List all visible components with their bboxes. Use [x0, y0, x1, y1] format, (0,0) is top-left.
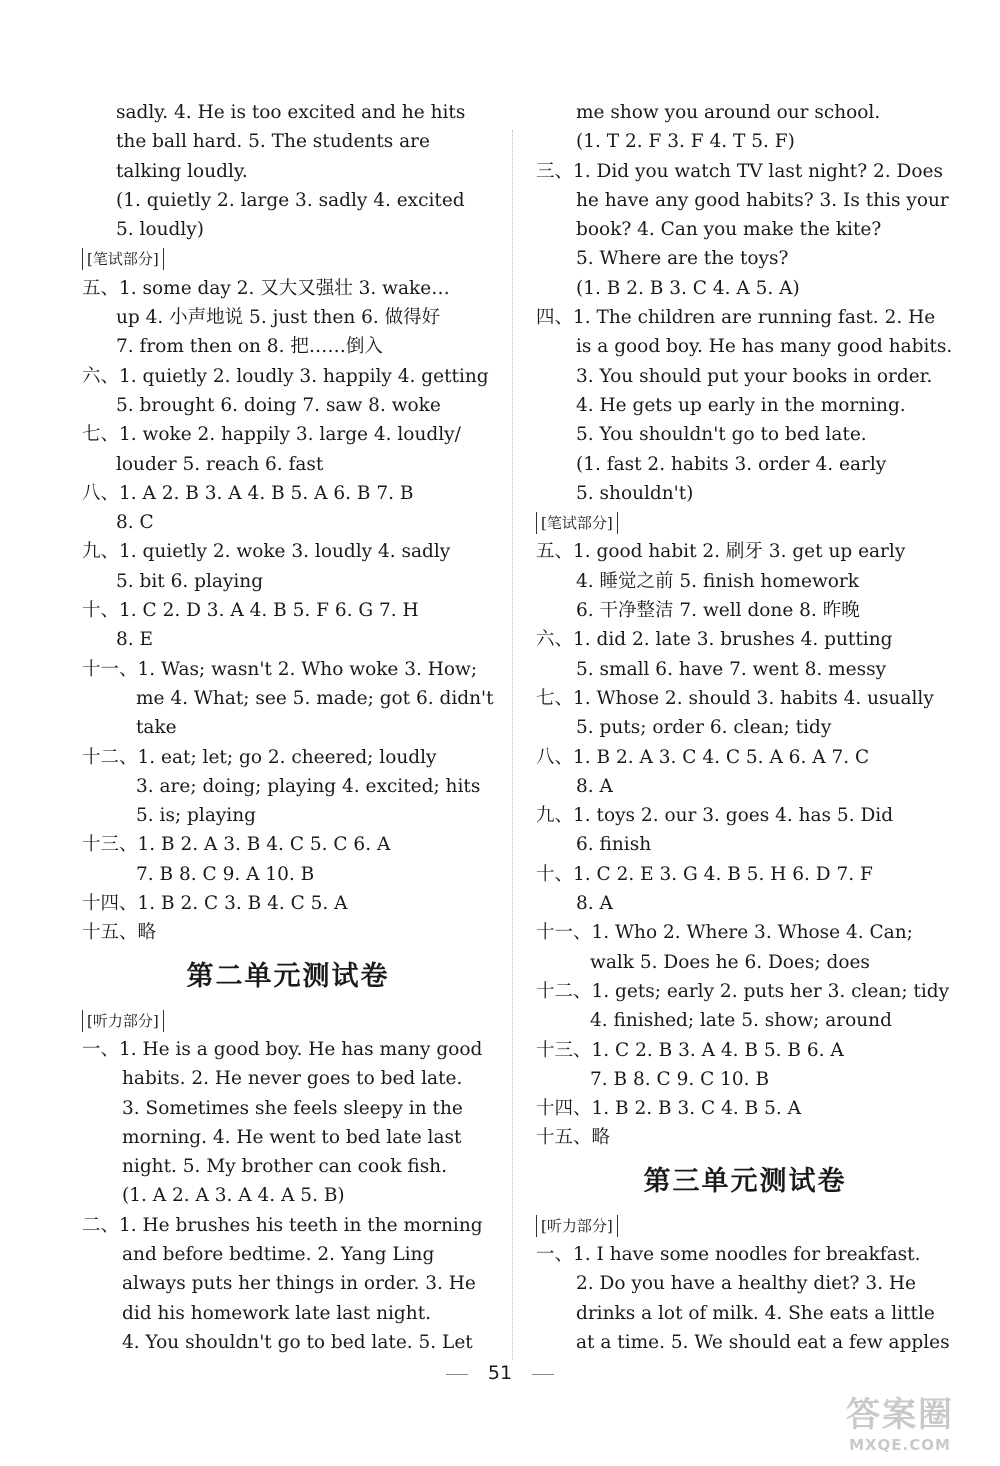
section-tag [536, 1211, 954, 1240]
answer-line: 6. 干净整洁 7. well done 8. 昨晚 [576, 600, 860, 622]
answer-line: drinks a lot of milk. 4. She eats a little [576, 1302, 935, 1324]
answer-line: 一、1. I have some noodles for breakfast. [536, 1243, 921, 1265]
answer-line: 十三、1. B 2. A 3. B 4. C 5. C 6. A [82, 834, 391, 856]
answer-line: 5. brought 6. doing 7. saw 8. woke [116, 394, 441, 416]
answer-line: up 4. 小声地说 5. just then 6. 做得好 [116, 307, 441, 329]
answer-line: 8. A [576, 893, 613, 915]
answer-line: 十四、1. B 2. C 3. B 4. C 5. A [82, 893, 348, 915]
answer-line: the ball hard. 5. The students are [116, 131, 430, 153]
answer-line: 7. B 8. C 9. A 10. B [136, 863, 315, 885]
answer-line: 四、1. The children are running fast. 2. He [536, 307, 936, 329]
answer-line: 三、1. Did you watch TV last night? 2. Does [536, 160, 943, 182]
left-column [82, 98, 494, 1357]
section-tag [82, 244, 494, 273]
page-number: 51 [470, 1362, 530, 1384]
section-title: 第三单元测试卷 [643, 1165, 847, 1197]
watermark-url: MXQE.COM [849, 1436, 951, 1454]
answer-line: 5. loudly) [116, 219, 204, 241]
section-tag-label: [听力部分] [82, 1010, 164, 1032]
answer-line: louder 5. reach 6. fast [116, 453, 324, 475]
section-tag-label: [笔试部分] [82, 248, 164, 270]
answer-line: (1. A 2. A 3. A 4. A 5. B) [122, 1185, 345, 1207]
answer-line: 3. Sometimes she feels sleepy in the [122, 1097, 463, 1119]
answer-line: 5. bit 6. playing [116, 570, 264, 592]
answer-line: 八、1. B 2. A 3. C 4. C 5. A 6. A 7. C [536, 746, 870, 768]
answer-line: night. 5. My brother can cook fish. [122, 1156, 447, 1178]
answer-line: (1. quietly 2. large 3. sadly 4. excited [116, 189, 465, 211]
answer-line: 8. E [116, 629, 154, 651]
answer-line: 十一、1. Who 2. Where 3. Whose 4. Can; [536, 922, 913, 944]
answer-line: 5. You shouldn't go to bed late. [576, 424, 867, 446]
answer-line: talking loudly. [116, 160, 248, 182]
answer-line: did his homework late last night. [122, 1302, 432, 1324]
answer-line: habits. 2. He never goes to bed late. [122, 1068, 463, 1090]
answer-line: 十、1. C 2. E 3. G 4. B 5. H 6. D 7. F [536, 863, 873, 885]
answer-line: 7. B 8. C 9. C 10. B [590, 1068, 770, 1090]
right-column [536, 98, 954, 1357]
answer-line: 十二、1. eat; let; go 2. cheered; loudly [82, 746, 437, 768]
answer-line: and before bedtime. 2. Yang Ling [122, 1243, 435, 1265]
answer-line: 十五、略 [536, 1127, 611, 1149]
answer-line: 4. You shouldn't go to bed late. 5. Let [122, 1331, 473, 1353]
answer-line: 5. small 6. have 7. went 8. messy [576, 658, 887, 680]
answer-line: me 4. What; see 5. made; got 6. didn't [136, 687, 494, 709]
answer-line: 8. C [116, 512, 154, 534]
answer-line: 十一、1. Was; wasn't 2. Who woke 3. How; [82, 658, 478, 680]
answer-line: always puts her things in order. 3. He [122, 1273, 476, 1295]
answer-line: 2. Do you have a healthy diet? 3. He [576, 1273, 916, 1295]
answer-line: 5. Where are the toys? [576, 248, 789, 270]
answer-line: 五、1. good habit 2. 刷牙 3. get up early [536, 541, 906, 563]
answer-line: 5. puts; order 6. clean; tidy [576, 717, 832, 739]
answer-line: morning. 4. He went to bed late last [122, 1126, 462, 1148]
answer-line: me show you around our school. [576, 102, 881, 123]
section-tag [82, 1006, 494, 1035]
answer-line: is a good boy. He has many good habits. [576, 336, 953, 358]
answer-line: 4. 睡觉之前 5. finish homework [576, 570, 859, 592]
answer-line: 九、1. toys 2. our 3. goes 4. has 5. Did [536, 805, 894, 827]
answer-line: 7. from then on 8. 把……倒入 [116, 336, 383, 358]
answer-line: 五、1. some day 2. 又大又强壮 3. wake… [82, 277, 450, 299]
answer-line: 8. A [576, 775, 613, 797]
answer-line: 5. is; playing [136, 805, 256, 827]
answer-line: at a time. 5. We should eat a few apples [576, 1331, 950, 1353]
answer-line: 4. He gets up early in the morning. [576, 394, 906, 416]
answer-line: 八、1. A 2. B 3. A 4. B 5. A 6. B 7. B [82, 482, 414, 504]
answer-line: 十二、1. gets; early 2. puts her 3. clean; tidy [536, 980, 950, 1002]
answer-line: 3. You should put your books in order. [576, 365, 933, 387]
answer-line: 6. finish [576, 834, 652, 856]
answer-line: 七、1. woke 2. happily 3. large 4. loudly/ [82, 424, 461, 446]
answer-line: 一、1. He is a good boy. He has many good [82, 1038, 483, 1060]
section-tag-label: [听力部分] [536, 1215, 618, 1237]
answer-line: 十三、1. C 2. B 3. A 4. B 5. B 6. A [536, 1039, 844, 1061]
answer-line: he have any good habits? 3. Is this your [576, 189, 949, 211]
answer-line: 二、1. He brushes his teeth in the morning [82, 1214, 483, 1236]
answer-line: 七、1. Whose 2. should 3. habits 4. usually [536, 687, 934, 709]
answer-line: 4. finished; late 5. show; around [590, 1010, 892, 1032]
answer-line: (1. T 2. F 3. F 4. T 5. F) [576, 131, 795, 153]
answer-line: (1. B 2. B 3. C 4. A 5. A) [576, 277, 800, 299]
answer-line: 九、1. quietly 2. woke 3. loudly 4. sadly [82, 541, 451, 563]
section-title: 第二单元测试卷 [186, 960, 390, 992]
answer-line: sadly. 4. He is too excited and he hits [116, 102, 466, 123]
answer-line: 5. shouldn't) [576, 482, 694, 504]
section-tag-label: [笔试部分] [536, 512, 618, 534]
watermark-title: 答案圈 [846, 1395, 954, 1435]
column-divider [512, 130, 513, 1360]
answer-line: 六、1. did 2. late 3. brushes 4. putting [536, 629, 893, 651]
watermark-logo [812, 1395, 988, 1461]
answer-line: book? 4. Can you make the kite? [576, 219, 882, 241]
answer-line: 十五、略 [82, 922, 157, 944]
answer-line: walk 5. Does he 6. Does; does [590, 951, 870, 973]
answer-line: 十四、1. B 2. B 3. C 4. B 5. A [536, 1098, 801, 1120]
answer-line: take [136, 717, 177, 739]
answer-line: 十、1. C 2. D 3. A 4. B 5. F 6. G 7. H [82, 600, 419, 622]
answer-line: (1. fast 2. habits 3. order 4. early [576, 453, 887, 475]
answer-line: 六、1. quietly 2. loudly 3. happily 4. getting [82, 365, 489, 387]
section-tag [536, 508, 954, 537]
answer-line: 3. are; doing; playing 4. excited; hits [136, 775, 481, 797]
